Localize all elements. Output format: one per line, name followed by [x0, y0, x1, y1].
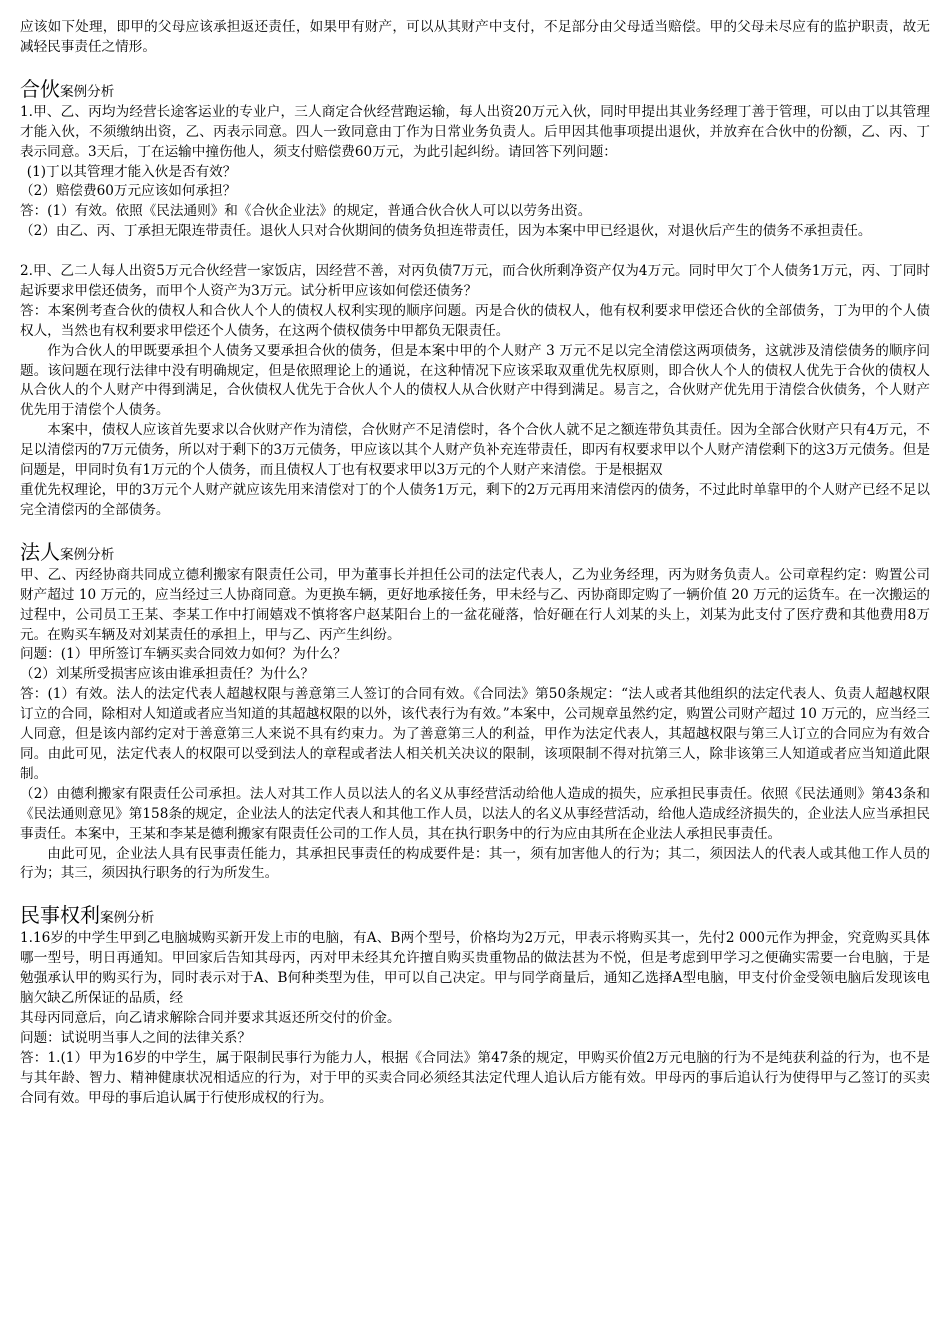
section-subtitle: 案例分析	[60, 546, 115, 563]
section-subtitle: 案例分析	[100, 910, 155, 927]
section-heading-partnership	[20, 78, 930, 103]
question-line: （2）刘某所受损害应该由谁承担责任？为什么？	[20, 666, 315, 683]
blank-line	[20, 242, 930, 262]
section-heading-legal-person	[20, 541, 930, 566]
case-paragraph: 1.16岁的中学生甲到乙电脑城购买新开发上市的电脑，有A、B两个型号，价格均为2万元，甲表示将购买其一，先付2 000元作为押金，究竟购买具体哪一型号，明日再通知。甲回家后告知其母丙，丙对甲未经其允许擅自购买贵重物品的做法甚为不悦，但是考虑到甲学习之便确实需要一台电脑，于是勉强承认甲的购买行为，同时表示对于A、B何种类型为佳，甲可以自己决定。甲与同学商量后，通知乙选择A型电脑，甲支付价金受领电脑后发现该电脑欠缺乙所保证的品质，经	[20, 930, 930, 1007]
section-title: 民事权利	[20, 903, 100, 928]
answer-paragraph: 由此可见，企业法人具有民事责任能力，其承担民事责任的构成要件是：其一，须有加害他人的行为；其二，须因法人的代表人或其他工作人员的行为；其三，须因执行职务的行为所发生。	[20, 845, 930, 882]
section-title: 合伙	[20, 76, 60, 101]
answer-paragraph: 本案中，债权人应该首先要求以合伙财产作为清偿，合伙财产不足清偿时，各个合伙人就不足之额连带负其责任。因为全部合伙财产只有4万元，不足以清偿丙的7万元债务，所以对于剩下的3万元债务，甲应该以其个人财产负补充连带责任，即丙有权要求甲以个人财产清偿剩下的这3万元债务。但是问题是，甲同时负有1万元的个人债务，而且债权人丁也有权要求甲以3万元的个人财产来清偿。于是根据双	[20, 422, 930, 479]
answer-paragraph: （2）由德利搬家有限责任公司承担。法人对其工作人员以法人的名义从事经营活动给他人造成的损失，应承担民事责任。依照《民法通则》第43条和《民法通则意见》第158条的规定，企业法人的法定代表人和其他工作人员，以法人的名义从事经营活动，给他人造成经济损失的，企业法人应当承担民事责任。本案中，王某和李某是德利搬家有限责任公司的工作人员，其在执行职务中的行为应由其所在企业法人承担民事责任。	[20, 785, 930, 842]
case-paragraph: 其母丙同意后，向乙请求解除合同并要求其返还所交付的价金。	[20, 1009, 401, 1026]
question-line: （2）赔偿费60万元应该如何承担？	[20, 183, 237, 200]
case-paragraph: 2.甲、乙二人每人出资5万元合伙经营一家饭店，因经营不善，对丙负债7万元，而合伙所剩净资产仅为4万元。同时甲欠丁个人债务1万元，丙、丁同时起诉要求甲偿还债务，而甲个人资产为3万元。试分析甲应该如何偿还债务？	[20, 263, 930, 299]
intro-paragraph: 应该如下处理，即甲的父母应该承担返还责任，如果甲有财产，可以从其财产中支付，不足部分由父母适当赔偿。甲的父母未尽应有的监护职责，故无减轻民事责任之情形。	[20, 19, 930, 55]
question-line: (1)丁以其管理才能入伙是否有效？	[26, 163, 237, 180]
case-paragraph: 1.甲、乙、丙均为经营长途客运业的专业户，三人商定合伙经营跑运输，每人出资20万元入伙，同时甲提出其业务经理丁善于管理，可以由丁以其管理才能入伙，不须缴纳出资，乙、丙表示同意。四人一致同意由丁作为日常业务负责人。后甲因其他事项提出退伙，并放弃在合伙中的份额，乙、丙、丁表示同意。3天后，丁在运输中撞伤他人，须支付赔偿费60万元，为此引起纠纷。请回答下列问题：	[20, 103, 930, 160]
answer-paragraph: 答：(1）有效。法人的法定代表人超越权限与善意第三人签订的合同有效。《合同法》第50条规定：“法人或者其他组织的法定代表人、负责人超越权限订立的合同，除相对人知道或者应当知道的其超越权限的以外，该代表行为有效。”本案中，公司规章虽然约定，购置公司财产超过 10 万元的，应当经三人同意，但是该内部约定对于善意第三人来说不具有约束力。为了善意第三人的利益，甲作为法定代表人，其超越权限与第三人订立的合同应为有效合同。由此可见，法定代表人的权限可以受到法人的章程或者法人相关机关决议的限制，该项限制不得对抗第三人，除非该第三人知道或者应当知道此限制。	[20, 686, 930, 782]
section-heading-civil-rights	[20, 904, 930, 929]
question-line: 问题：(1）甲所签订车辆买卖合同效力如何？为什么？	[20, 646, 347, 663]
answer-paragraph: （2）由乙、丙、丁承担无限连带责任。退伙人只对合伙期间的债务负担连带责任，因为本案中甲已经退伙，对退伙后产生的债务不承担责任。	[20, 223, 872, 240]
question-line: 问题：试说明当事人之间的法律关系？	[20, 1029, 252, 1046]
answer-paragraph: 作为合伙人的甲既要承担个人债务又要承担合伙的债务，但是本案中甲的个人财产 3 万元不足以完全清偿这两项债务，这就涉及清偿债务的顺序问题。该问题在现行法律中没有明确规定，但是依照理论上的通说，在这种情况下应该采取双重优先权原则，即合伙人个人的债权人优先于合伙的债权人从合伙人的个人财产中得到满足，合伙债权人优先于合伙人个人的债权人从合伙财产中得到满足。易言之，合伙财产优先用于清偿合伙债务，个人财产优先用于清偿个人债务。	[20, 342, 930, 419]
answer-paragraph: 答：本案例考查合伙的债权人和合伙人个人的债权人权利实现的顺序问题。丙是合伙的债权人，他有权利要求甲偿还合伙的全部债务，丁为甲的个人债权人，当然也有权利要求甲偿还个人债务，在这两个债权债务中甲都负无限责任。	[20, 302, 930, 339]
answer-paragraph: 答：(1）有效。依照《民法通则》和《合伙企业法》的规定，普通合伙合伙人可以以劳务出资。	[20, 203, 592, 220]
case-paragraph: 甲、乙、丙经协商共同成立德利搬家有限责任公司，甲为董事长并担任公司的法定代表人，乙为业务经理，丙为财务负责人。公司章程约定：购置公司财产超过 10 万元的，应当经过三人协商同意。为更换车辆，更好地承接任务，甲未经与乙、丙协商即定购了一辆价值 20 万元的运货车。在一次搬运的过程中，公司员工王某、李某工作中打闹嬉戏不慎将客户赵某阳台上的一盆花碰落，恰好砸在行人刘某的头上，刘某为此支付了医疗费和其他费用8万元。在购买车辆及对刘某责任的承担上，甲与乙、丙产生纠纷。	[20, 566, 930, 643]
section-title: 法人	[20, 539, 60, 564]
section-subtitle: 案例分析	[60, 83, 115, 100]
answer-paragraph: 答：1.(1）甲为16岁的中学生，属于限制民事行为能力人，根据《合同法》第47条的规定，甲购买价值2万元电脑的行为不是纯获利益的行为，也不是与其年龄、智力、精神健康状况相适应的行为，对于甲的买卖合同必须经其法定代理人追认后方能有效。甲母丙的事后追认行为使得甲与乙签订的买卖合同有效。甲母的事后追认属于行使形成权的行为。	[20, 1049, 930, 1106]
answer-paragraph: 重优先权理论，甲的3万元个人财产就应该先用来清偿对丁的个人债务1万元，剩下的2万元再用来清偿丙的债务，不过此时单靠甲的个人财产已经不足以完全清偿丙的全部债务。	[20, 482, 930, 518]
